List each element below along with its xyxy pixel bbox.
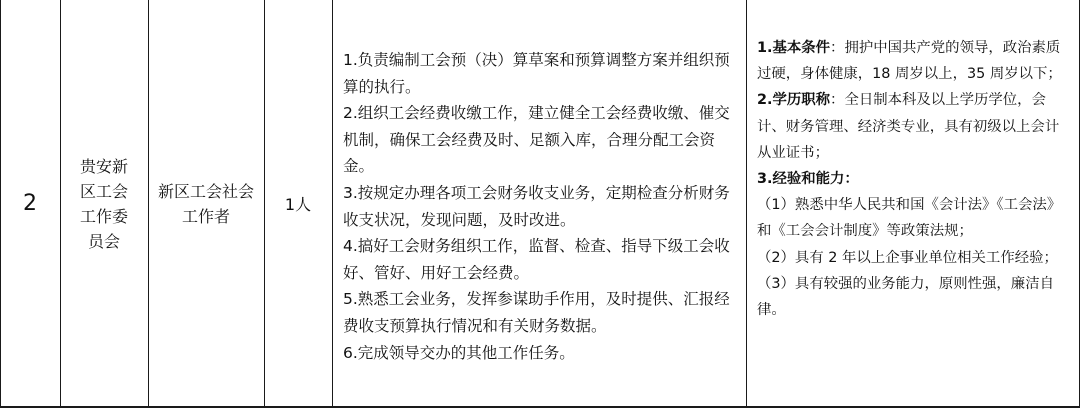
column-divider bbox=[746, 0, 747, 408]
duty-item: 4.搞好工会财务组织工作，监督、检查、指导下级工会收好、管好、用好工会经费。 bbox=[343, 237, 730, 282]
table-border bbox=[0, 0, 1, 408]
duty-item: 6.完成领导交办的其他工作任务。 bbox=[343, 343, 575, 362]
column-divider bbox=[332, 0, 333, 408]
basic-conditions bbox=[757, 35, 1072, 87]
position-name: 新区工会社会工作者 bbox=[158, 181, 255, 226]
education-label: 2.学历职称 bbox=[757, 92, 831, 109]
row-bottom-border bbox=[0, 406, 1080, 408]
experience-item: （3）具有较强的业务能力，原则性强，廉洁自律。 bbox=[757, 275, 1054, 319]
basic-conditions-label: 1.基本条件 bbox=[757, 40, 831, 56]
column-divider bbox=[60, 0, 61, 408]
duty-item: 3.按规定办理各项工会财务收支业务，定期检查分析财务收支状况，发现问题，及时改进。 bbox=[343, 183, 730, 229]
duty-item: 1.负责编制工会预（决）算草案和预算调整方案并组织预算的执行。 bbox=[343, 51, 730, 96]
headcount-cell bbox=[264, 0, 332, 407]
column-divider bbox=[148, 0, 149, 408]
unit-name: 贵安新区工会工作委员会 bbox=[79, 156, 128, 251]
column-divider bbox=[264, 0, 265, 408]
duty-item: 2.组织工会经费收缴工作，建立健全工会经费收缴、催交机制，确保工会经费及时、足额入库，合理分配工会资金。 bbox=[343, 104, 730, 176]
duty-item: 5.熟悉工会业务，发挥参谋助手作用，及时提供、汇报经费收支预算执行情况和有关财务数据。 bbox=[343, 290, 730, 335]
education bbox=[757, 87, 1072, 166]
row-number: 2 bbox=[23, 191, 37, 216]
basic-conditions-text: ：拥护中国共产党的领导，政治素质过硬，身体健康，18 周岁以上，35 周岁以下； bbox=[757, 40, 1062, 83]
row-number-cell bbox=[0, 0, 60, 407]
education-text: ：全日制本科及以上学历学位，会计、财务管理、经济类专业，具有初级以上会计从业证书； bbox=[757, 92, 1060, 161]
position-cell bbox=[148, 0, 264, 407]
experience-item: （2）具有 2 年以上企事业单位相关工作经验； bbox=[757, 249, 1058, 266]
unit-cell bbox=[60, 0, 148, 407]
requirements-cell bbox=[746, 0, 1080, 407]
experience-label: 3.经验和能力： bbox=[757, 171, 859, 188]
headcount: 1人 bbox=[284, 195, 312, 214]
experience-item: （1）熟悉中华人民共和国《会计法》《工会法》和《工会会计制度》等政策法规； bbox=[757, 197, 1062, 240]
duties-cell bbox=[332, 0, 746, 407]
